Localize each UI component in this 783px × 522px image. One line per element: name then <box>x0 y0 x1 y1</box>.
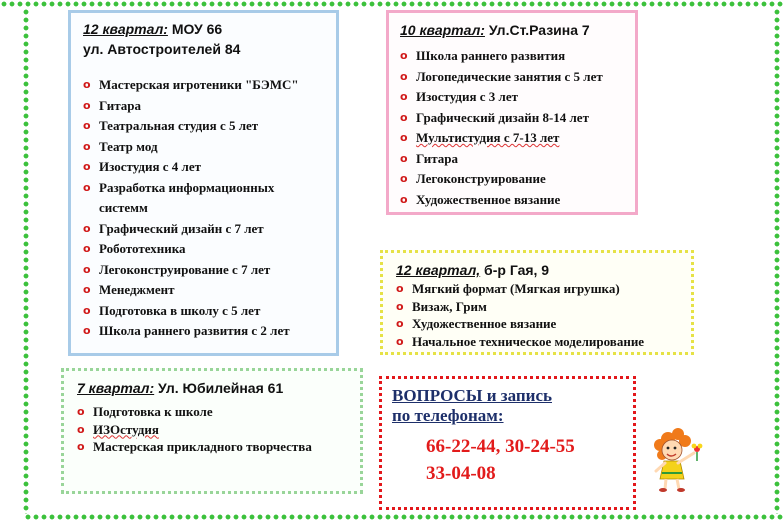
box-q12-school-heading <box>83 19 328 39</box>
box-q12-gaya <box>380 250 694 355</box>
box-q10-heading <box>400 20 627 40</box>
list-item: o Менеджмент <box>83 280 328 301</box>
dotted-border-right <box>773 8 781 514</box>
cartoon-girl-icon <box>650 425 710 493</box>
list-item: o Логопедические занятия с 5 лет <box>400 67 627 88</box>
list-item: o Графический дизайн 8-14 лет <box>400 108 627 129</box>
activity-list <box>400 46 627 210</box>
bullet-icon: o <box>83 160 91 173</box>
bullet-icon: o <box>400 69 408 83</box>
bullet-icon: o <box>77 405 85 418</box>
list-item: o Изостудия с 4 лет <box>83 157 328 178</box>
list-item: o Мультистудия с 7-13 лет <box>400 128 627 149</box>
list-item: o Школа раннего развития <box>400 46 627 67</box>
bullet-icon: o <box>83 139 91 153</box>
box-q7-heading <box>77 378 354 398</box>
bullet-icon: o <box>396 317 404 330</box>
quarter-label: 10 квартал: <box>400 22 485 38</box>
list-item: o Изостудия с 3 лет <box>400 87 627 108</box>
bullet-icon: o <box>83 324 91 337</box>
quarter-label: 12 квартал: <box>83 21 168 37</box>
dotted-border-left <box>22 8 30 514</box>
bullet-icon: o <box>83 262 91 276</box>
quarter-label: 7 квартал: <box>77 380 155 396</box>
list-item: o Театр мод <box>83 137 328 158</box>
dotted-border-bottom <box>24 513 783 521</box>
bullet-icon: o <box>400 49 408 62</box>
bullet-icon: o <box>400 192 408 206</box>
box-q7 <box>61 368 363 494</box>
list-item: o Художественное вязание <box>400 190 627 211</box>
list-item: o Начальное техническое моделирование <box>396 333 645 349</box>
address: Ул.Ст.Разина 7 <box>484 22 590 38</box>
activity-list <box>77 403 354 456</box>
list-item: o Графический дизайн с 7 лет <box>83 219 328 240</box>
address: Ул. Юбилейная 61 <box>154 380 284 396</box>
list-item: o Мастерская игротеники "БЭМС" <box>83 75 328 96</box>
dotted-border-top <box>0 0 783 8</box>
list-item: o Школа раннего развития с 2 лет <box>83 321 328 342</box>
bullet-icon: o <box>400 172 408 185</box>
bullet-icon: o <box>396 334 404 348</box>
bullet-icon: o <box>77 422 85 436</box>
list-item: o Художественное вязание <box>396 316 557 331</box>
bullet-icon: o <box>83 78 91 91</box>
bullet-icon: o <box>396 299 404 313</box>
list-item: o Гитара <box>83 96 328 117</box>
bullet-icon: o <box>396 282 404 295</box>
bullet-icon: o <box>83 119 91 132</box>
activity-list <box>83 75 328 342</box>
contact-title-line2: по телефонам: <box>392 406 504 425</box>
phone-numbers-line1[interactable]: 66-22-44, 30-24-55 <box>426 436 575 457</box>
list-item: o Подготовка к школе <box>77 404 213 419</box>
bullet-icon: o <box>400 90 408 103</box>
list-item: o Подготовка в школу с 5 лет <box>83 301 328 322</box>
bullet-icon: o <box>83 221 91 235</box>
list-item: o Визаж, Грим <box>396 298 487 314</box>
address: б-р Гая, 9 <box>480 262 550 278</box>
list-item: o Легоконструирование <box>400 169 627 190</box>
box-q10 <box>386 10 638 215</box>
box-q12-gaya-heading <box>396 260 685 280</box>
list-item: o ИЗОстудия <box>77 421 159 437</box>
list-item-continuation: системм <box>99 200 148 215</box>
bullet-icon: o <box>400 131 408 144</box>
bullet-icon: o <box>83 180 91 194</box>
bullet-icon: o <box>83 283 91 296</box>
address-line2: ул. Автостроителей 84 <box>83 41 241 57</box>
activity-list <box>396 280 685 350</box>
contact-box <box>379 376 636 510</box>
list-item: o Театральная студия с 5 лет <box>83 116 328 137</box>
list-item: o Легоконструирование с 7 лет <box>83 260 328 281</box>
list-item: o Мастерская прикладного творчества <box>77 439 312 454</box>
bullet-icon: o <box>400 110 408 124</box>
phone-numbers-line2[interactable]: 33-04-08 <box>426 463 496 484</box>
box-q12-school <box>68 10 339 356</box>
bullet-icon: o <box>83 98 91 112</box>
bullet-icon: o <box>400 151 408 165</box>
list-item: o Гитара <box>400 149 627 170</box>
list-item: o Робототехника <box>83 239 328 260</box>
bullet-icon: o <box>77 440 85 453</box>
quarter-label: 12 квартал, <box>396 262 481 278</box>
address-line1: МОУ 66 <box>167 21 223 37</box>
list-item: o Разработка информационных <box>83 178 328 199</box>
list-item: o Мягкий формат (Мягкая игрушка) <box>396 281 620 296</box>
bullet-icon: o <box>83 303 91 317</box>
contact-title-line1: ВОПРОСЫ и запись <box>392 386 552 405</box>
bullet-icon: o <box>83 242 91 255</box>
